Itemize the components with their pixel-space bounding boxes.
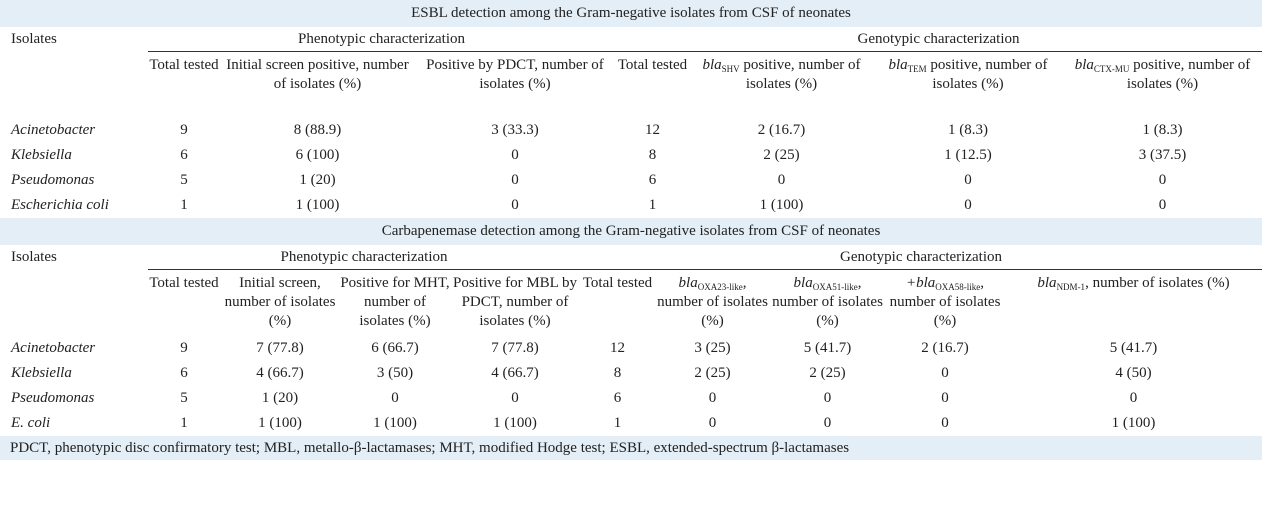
cell-ndm: 5 (41.7) [1109,340,1158,356]
carb-title: Carbapenemase detection among the Gram-negative isolates from CSF of neonates [0,218,1262,245]
cell-oxa58: 0 [941,365,949,381]
table-row [0,336,1262,361]
cell-total: 5 [180,390,188,406]
cell-total: 6 [180,365,188,381]
carb-col-initial-screen: Initial screen, number of isolates (%) [224,275,336,329]
carb-group-header-row [0,245,1262,270]
cell-screen: 1 (100) [295,197,340,213]
carb-title-row [0,218,1262,245]
cell-mht: 1 (100) [373,415,417,431]
cell-mht: 3 (50) [376,365,414,381]
cell-oxa58: 2 (16.7) [921,340,969,356]
esbl-col-tem: bla$_{TEM}$ positive, number of isolates (%) [888,57,1048,92]
isolate-name: E. coli [11,415,51,431]
carb-col-total: Total tested [149,275,219,291]
cell-ndm: 4 (50) [1115,365,1152,381]
cell-total: 9 [180,122,188,138]
carb-col-oxa23: bla$_{OXA23-like}$, number of isolates (%) [657,275,768,329]
cell-ctx: 0 [1158,197,1167,213]
cell-oxa58: 0 [941,415,949,431]
cell-screen: 7 (77.8) [256,340,304,356]
table-row [0,193,1262,218]
esbl-col-pdct: Positive by PDCT, number of isolates (%) [426,57,604,92]
table-row [0,361,1262,386]
footnote-row [0,436,1262,460]
isolate-name: Klebsiella [11,365,72,381]
cell-oxa51: 2 (25) [809,365,846,381]
esbl-column-header-row [0,52,1262,119]
esbl-title: ESBL detection among the Gram-negative isolates from CSF of neonates [0,0,1262,27]
carb-col-mht: Positive for MHT, number of isolates (%) [340,275,450,329]
cell-shv: 2 (16.7) [757,122,806,138]
esbl-group-header-row [0,27,1262,52]
table-row [0,411,1262,436]
carb-col-gtotal: Total tested [582,275,653,291]
carbapenemase-table [0,218,1262,460]
cell-mht: 6 (66.7) [371,340,419,356]
esbl-col-total: Total tested [149,57,219,73]
cell-oxa51: 5 (41.7) [803,340,852,356]
cell-total: 9 [180,340,188,356]
cell-pdct: 0 [511,147,519,163]
esbl-col-ctx: bla$_{CTX-MU}$ positive, number of isolates (%) [1074,57,1251,92]
table-row [0,386,1262,411]
esbl-genotypic-header: Genotypic characterization [615,27,1262,52]
isolate-name: Klebsiella [11,147,72,163]
cell-total: 1 [180,197,188,213]
cell-ctx: 0 [1158,172,1167,188]
cell-shv: 2 (25) [763,147,800,163]
esbl-phenotypic-header: Phenotypic characterization [148,27,615,52]
cell-oxa23: 3 (25) [694,340,731,356]
esbl-table [0,0,1262,218]
isolate-name: Pseudomonas [11,390,95,406]
cell-tem: 1 (12.5) [944,147,992,163]
cell-oxa23: 0 [708,415,717,431]
cell-gtotal: 8 [648,147,657,163]
cell-tem: 0 [964,197,972,213]
table-row [0,118,1262,143]
cell-oxa23: 0 [708,390,717,406]
carb-col-mbl: Positive for MBL by PDCT, number of isolates (%) [452,275,578,329]
cell-gtotal: 12 [645,122,660,138]
cell-gtotal: 1 [648,197,657,213]
cell-shv: 1 (100) [759,197,804,213]
table-row [0,143,1262,168]
cell-gtotal: 8 [613,365,622,381]
cell-pdct: 0 [511,197,519,213]
footnote: PDCT, phenotypic disc confirmatory test; MBL, metallo-β-lactamases; MHT, modified Hodge test; ESBL, extended-spectrum β-lactamases [0,436,1262,460]
cell-total: 1 [180,415,188,431]
cell-screen: 1 (100) [258,415,302,431]
cell-ndm: 1 (100) [1111,415,1156,431]
esbl-col-initial-screen: Initial screen positive, number of isolates (%) [226,57,409,92]
cell-pdct: 3 (33.3) [491,122,539,138]
cell-screen: 1 (20) [299,172,336,188]
carb-isolates-header: Isolates [11,248,57,265]
cell-gtotal: 6 [648,172,657,188]
isolate-name: Acinetobacter [11,340,96,356]
cell-mht: 0 [391,390,399,406]
cell-oxa51: 0 [823,415,832,431]
cell-shv: 0 [777,172,786,188]
carb-genotypic-header: Genotypic characterization [580,245,1262,270]
cell-screen: 4 (66.7) [256,365,304,381]
cell-mbl: 0 [511,390,519,406]
cell-screen: 6 (100) [295,147,340,163]
cell-gtotal: 6 [613,390,622,406]
cell-total: 5 [180,172,188,188]
cell-total: 6 [180,147,188,163]
cell-ctx: 1 (8.3) [1142,122,1183,138]
cell-ctx: 3 (37.5) [1138,147,1187,163]
cell-tem: 1 (8.3) [948,122,988,138]
isolate-name: Escherichia coli [11,197,109,213]
cell-mbl: 7 (77.8) [491,340,539,356]
esbl-col-gtotal: Total tested [617,57,688,73]
carb-col-oxa51: bla$_{OXA51-like}$, number of isolates (%) [772,275,883,329]
cell-gtotal: 1 [613,415,622,431]
cell-oxa23: 2 (25) [694,365,731,381]
cell-pdct: 0 [511,172,519,188]
carb-col-ndm: bla$_{NDM-1}$, number of isolates (%) [1037,275,1230,292]
cell-oxa51: 0 [823,390,832,406]
cell-screen: 8 (88.9) [293,122,342,138]
esbl-isolates-header: Isolates [11,30,57,47]
esbl-title-row [0,0,1262,27]
carb-col-oxa58: +bla$_{OXA58-like}$, number of isolates (%) [889,275,1001,329]
cell-mbl: 1 (100) [493,415,537,431]
carb-phenotypic-header: Phenotypic characterization [148,245,580,270]
esbl-col-shv: bla$_{SHV}$ positive, number of isolates (%) [702,57,861,92]
carb-column-header-row [0,270,1262,337]
cell-oxa58: 0 [941,390,949,406]
isolate-name: Acinetobacter [11,122,96,138]
table-row [0,168,1262,193]
cell-screen: 1 (20) [261,390,299,406]
cell-ndm: 0 [1129,390,1138,406]
isolate-name: Pseudomonas [11,172,95,188]
cell-tem: 0 [964,172,972,188]
cell-gtotal: 12 [610,340,625,356]
cell-mbl: 4 (66.7) [491,365,539,381]
